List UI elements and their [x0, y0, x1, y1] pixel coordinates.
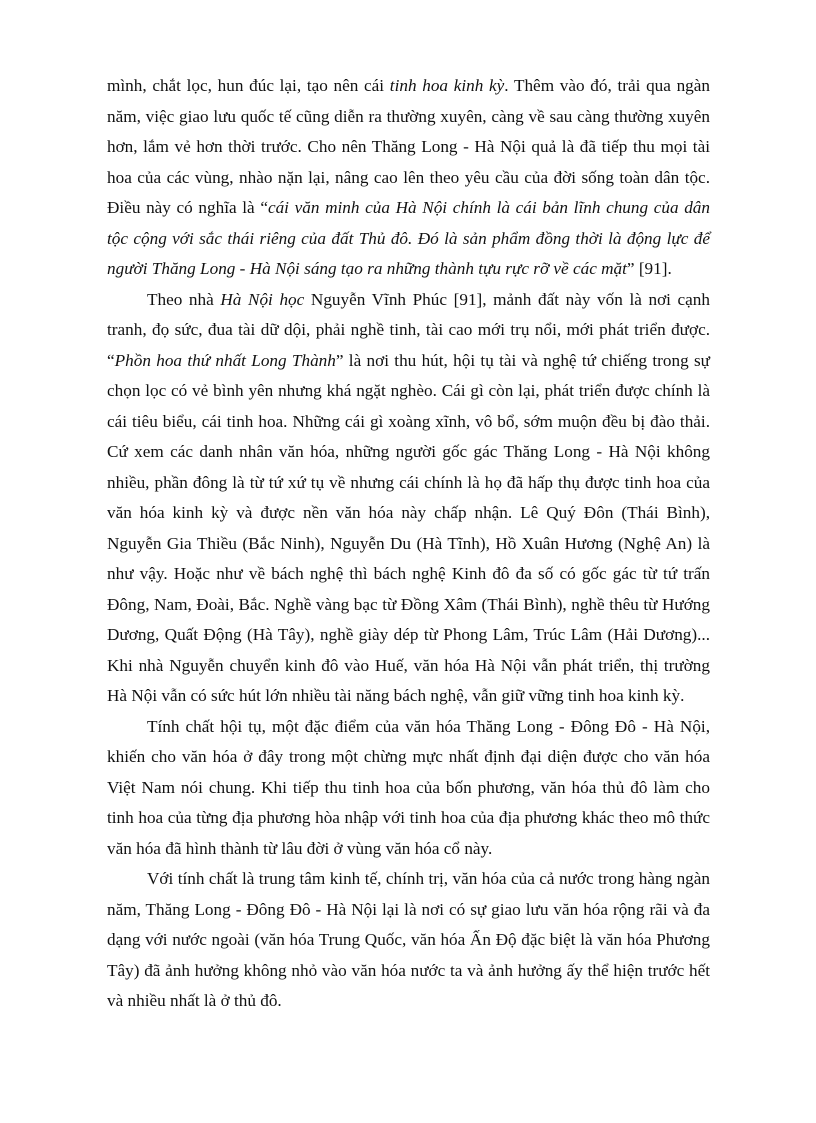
- paragraph-nguyen-vinh-phuc: [107, 285, 710, 712]
- italic-phrase: Hà Nội học: [220, 289, 305, 309]
- paragraph-continuation: [107, 71, 710, 285]
- paragraph-convergence: [107, 712, 710, 865]
- text-segment: mình, chắt lọc, hun đúc lại, tạo nên cái: [107, 76, 390, 95]
- italic-phrase: tinh hoa kinh kỳ: [389, 76, 505, 95]
- paragraph-cultural-exchange: [107, 864, 710, 1017]
- text-segment: . Thêm vào đó, trải qua ngàn năm, việc giao lưu quốc tế cũng diễn ra thường xuyên, càng về sau càng thường xuyên hơn, lắm vẻ hơn thời trước. Cho nên Thăng Long - Hà Nội quả là đã tiếp thu mọi tài hoa của các vùng, nhào nặn lại, nâng cao lên theo yêu cầu của đời sống toàn dân tộc. Điều này có nghĩa là “: [107, 76, 710, 217]
- text-segment: Tính chất hội tụ, một đặc điểm của văn hóa Thăng Long - Đông Đô - Hà Nội, khiến cho văn hóa ở đây trong một chừng mực nhất định đại diện được cho văn hóa Việt Nam nói chung. Khi tiếp thu tinh hoa của bốn phương, văn hóa thủ đô làm cho tinh hoa của từng địa phương hòa nhập với tinh hoa của địa phương khác theo mô thức văn hóa đã hình thành từ lâu đời ở vùng văn hóa cổ này.: [107, 716, 710, 858]
- text-segment: Nguyễn Vĩnh Phúc [91], mảnh đất này vốn là nơi cạnh tranh, đọ sức, đua tài dữ dội, phải nghề tinh, tài cao mới trụ nổi, mới phát triển được. “: [107, 289, 710, 370]
- citation-text: ” [91].: [626, 259, 672, 278]
- italic-quote: cái văn minh của Hà Nội chính là cái bản lĩnh chung của dân tộc cộng với sắc thái riêng của đất Thủ đô. Đó là sản phẩm đồng thời là động lực để người Thăng Long - Hà Nội sáng tạo ra những thành tựu rực rỡ về các mặt: [107, 198, 710, 278]
- text-segment: Với tính chất là trung tâm kinh tế, chính trị, văn hóa của cả nước trong hàng ngàn năm, Thăng Long - Đông Đô - Hà Nội lại là nơi có sự giao lưu văn hóa rộng rãi và đa dạng với nước ngoài (văn hóa Trung Quốc, văn hóa Ấn Độ đặc biệt là văn hóa Phương Tây) đã ảnh hưởng không nhỏ vào văn hóa nước ta và ảnh hưởng ấy thể hiện trước hết và nhiều nhất là ở thủ đô.: [107, 869, 710, 1010]
- italic-quote: Phồn hoa thứ nhất Long Thành: [114, 350, 336, 370]
- text-segment: Theo nhà: [147, 289, 221, 309]
- document-page: [107, 71, 710, 1017]
- text-segment: ” là nơi thu hút, hội tụ tài và nghệ tứ chiếng trong sự chọn lọc có vẻ bình yên nhưng khá ngặt nghèo. Cái gì còn lại, phát triển được chính là cái tiêu biểu, cái tinh hoa. Những cái gì xoàng xĩnh, vô bổ, sớm muộn đều bị đào thải. Cứ xem các danh nhân văn hóa, những người gốc gác Thăng Long - Hà Nội không nhiều, phần đông là từ tứ xứ tụ về nhưng cái chính là họ đã hấp thụ được tinh hoa của văn hóa kinh kỳ và được nền văn hóa này chấp nhận. Lê Quý Đôn (Thái Bình), Nguyễn Gia Thiều (Bắc Ninh), Nguyễn Du (Hà Tĩnh), Hồ Xuân Hương (Nghệ An) là như vậy. Hoặc như về bách nghệ thì bách nghệ Kinh đô đa số có gốc gác từ tứ trấn Đông, Nam, Đoài, Bắc. Nghề vàng bạc từ Đồng Xâm (Thái Bình), nghề thêu từ Hướng Dương, Quất Động (Hà Tây), nghề giày dép từ Phong Lâm, Trúc Lâm (Hải Dương)... Khi nhà Nguyễn chuyển kinh đô vào Huế, văn hóa Hà Nội vẫn phát triển, thị trường Hà Nội vẫn có sức hút lớn nhiều tài năng bách nghệ, vẫn giữ vững tinh hoa kinh kỳ.: [107, 350, 711, 705]
